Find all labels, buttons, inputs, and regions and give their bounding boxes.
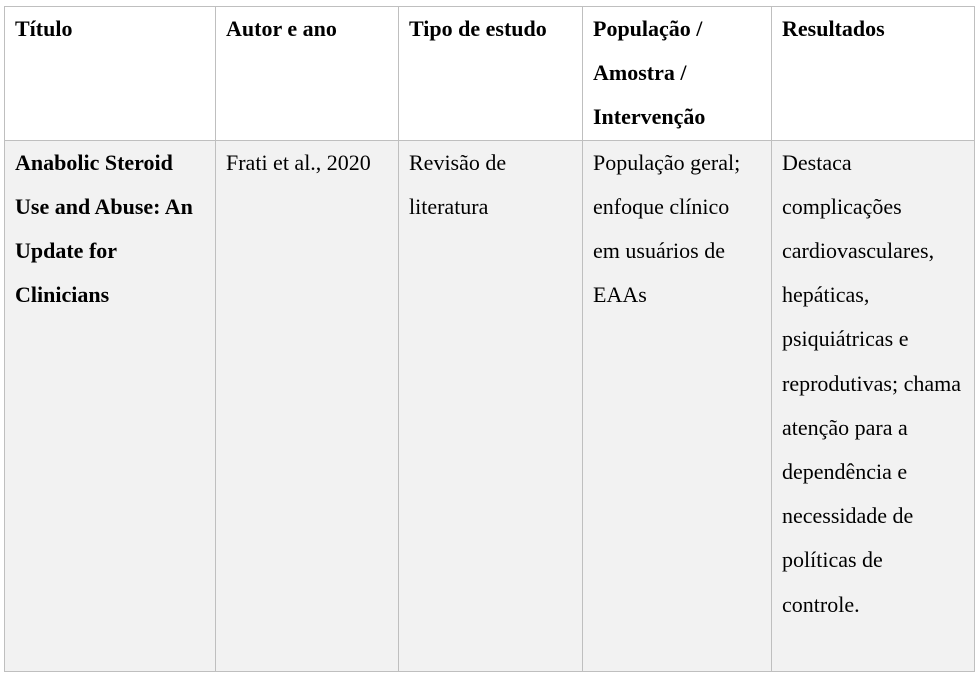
cell-populacao: População geral; enfoque clínico em usuários de EAAs: [583, 140, 772, 671]
table-header-row: [5, 7, 975, 141]
header-tipo-estudo: Tipo de estudo: [399, 7, 583, 141]
cell-resultados: Destaca complicações cardiovasculares, hepáticas, psiquiátricas e reprodutivas; chama atenção para a dependência e necessidade de políticas de controle.: [772, 140, 975, 671]
literature-table: [4, 6, 975, 672]
header-populacao: População / Amostra / Intervenção: [583, 7, 772, 141]
header-autor-ano: Autor e ano: [216, 7, 399, 141]
table-row: [5, 140, 975, 671]
cell-titulo: Anabolic Steroid Use and Abuse: An Update for Clinicians: [5, 140, 216, 671]
cell-tipo-estudo: Revisão de literatura: [399, 140, 583, 671]
cell-autor-ano: Frati et al., 2020: [216, 140, 399, 671]
header-titulo: Título: [5, 7, 216, 141]
header-resultados: Resultados: [772, 7, 975, 141]
